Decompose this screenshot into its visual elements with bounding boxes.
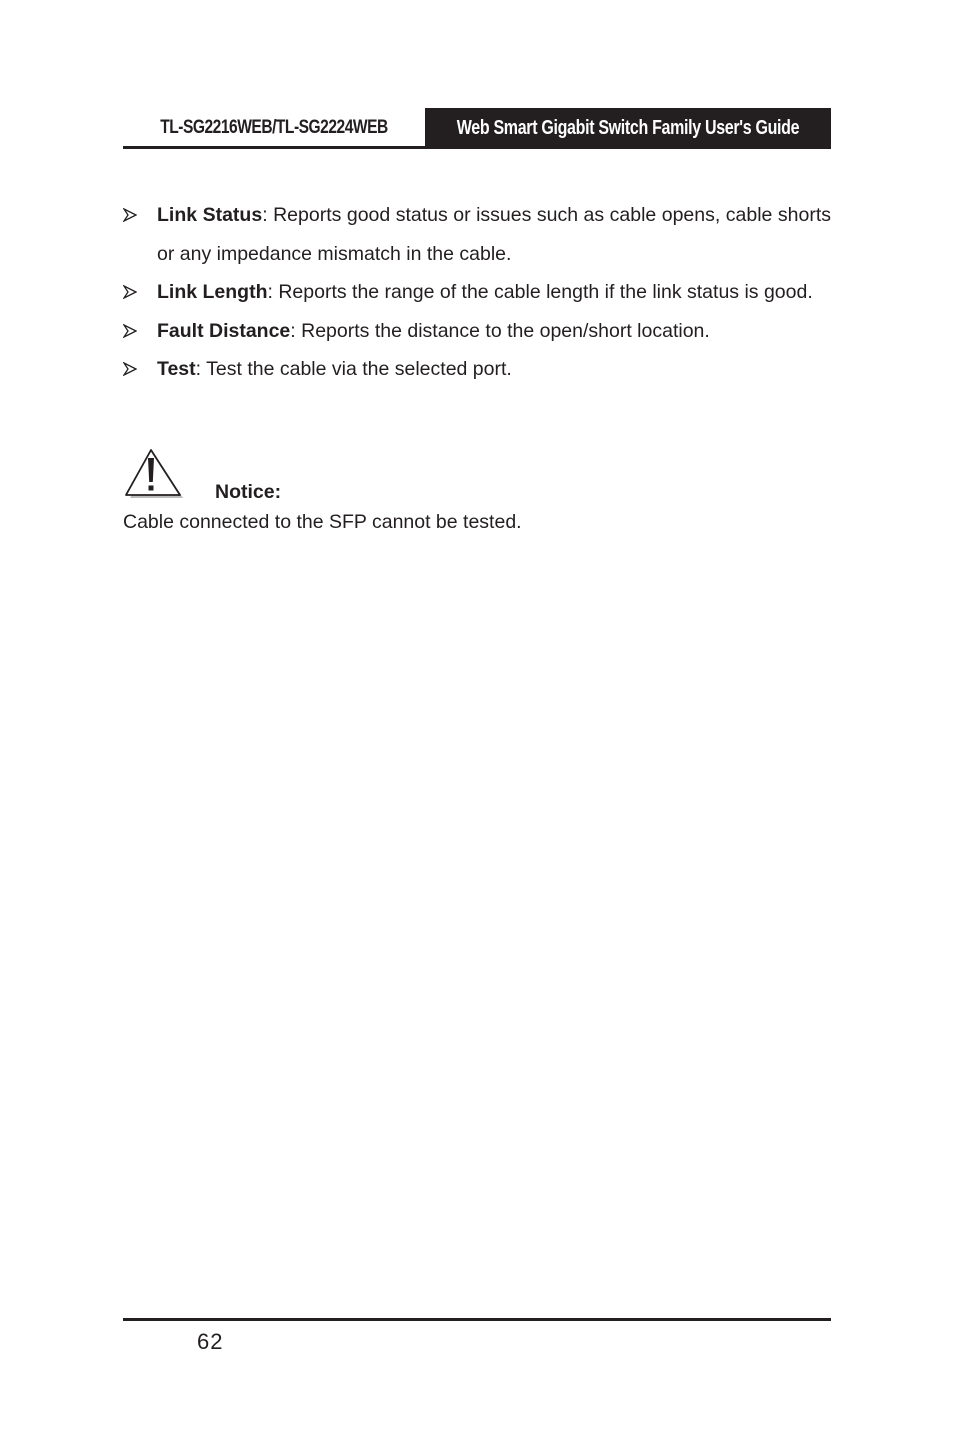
header-model: TL-SG2216WEB/TL-SG2224WEB	[160, 117, 388, 138]
arrow-bullet-icon	[123, 208, 137, 222]
list-item-text: : Test the cable via the selected port.	[195, 358, 512, 380]
notice-text: Cable connected to the SFP cannot be tested.	[123, 511, 522, 533]
footer-rule	[123, 1318, 831, 1321]
notice-label: Notice:	[215, 481, 282, 503]
header-guide-title: Web Smart Gigabit Switch Family User's Guide	[456, 117, 800, 139]
list-item-term: Fault Distance	[157, 319, 291, 342]
arrow-bullet-icon	[123, 285, 137, 299]
page-number: 62	[197, 1329, 224, 1354]
feature-list	[123, 196, 831, 389]
list-item-term: Link Length	[157, 281, 268, 303]
list-item-test	[123, 350, 831, 389]
list-item-link-length	[123, 273, 831, 312]
list-item-link-status	[123, 196, 831, 273]
list-item-term: Test	[157, 358, 196, 380]
list-item-fault-distance	[123, 312, 831, 351]
list-item-text: : Reports the range of the cable length if the link status is good.	[267, 281, 813, 303]
warning-icon	[124, 448, 186, 502]
list-item-text: : Reports good status or issues such as cable opens, cable shorts or any impedance mismatch in the cable.	[157, 204, 831, 265]
arrow-bullet-icon	[123, 324, 137, 338]
arrow-bullet-icon	[123, 362, 137, 376]
list-item-text: : Reports the distance to the open/short location.	[290, 319, 710, 342]
page-header	[123, 108, 831, 150]
list-item-term: Link Status	[157, 204, 263, 226]
header-guide-title-box	[425, 108, 831, 149]
